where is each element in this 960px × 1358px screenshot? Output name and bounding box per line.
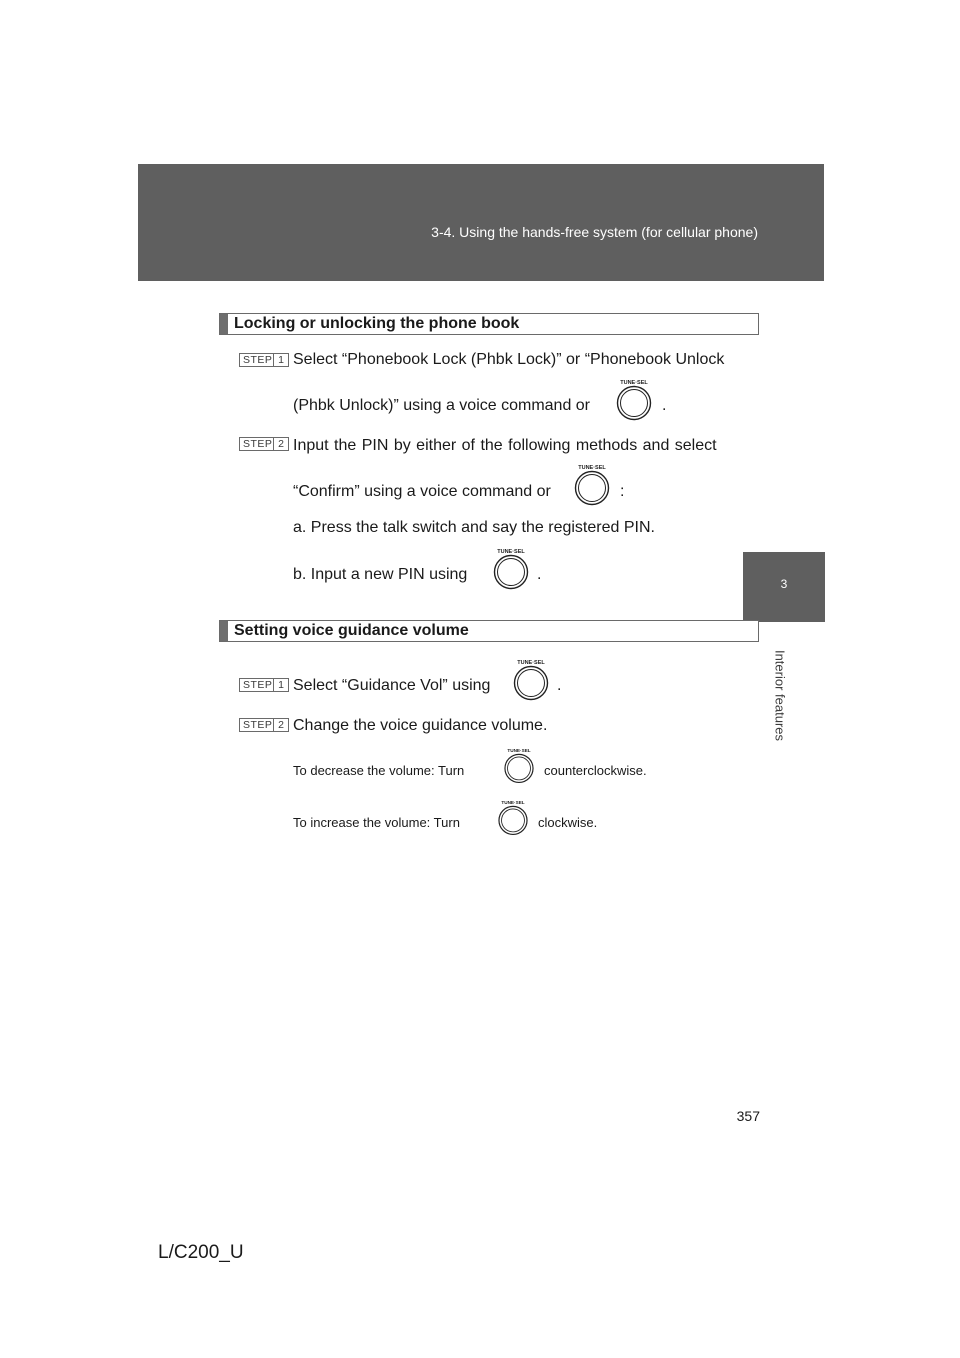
punctuation: . xyxy=(537,566,542,583)
method-b: b. Input a new PIN using xyxy=(293,566,468,583)
step-number: 1 xyxy=(273,679,288,691)
punctuation: : xyxy=(620,483,625,500)
volume-note-increase: To increase the volume: Turn xyxy=(293,815,460,830)
heading-marker xyxy=(220,621,228,641)
tune-sel-knob-icon xyxy=(496,798,530,836)
method-a: a. Press the talk switch and say the registered PIN. xyxy=(293,519,655,536)
knob-label: TUNE·SEL xyxy=(507,748,531,754)
header-band xyxy=(138,164,824,281)
tune-sel-knob-icon xyxy=(511,657,551,701)
heading-marker xyxy=(220,314,228,334)
step-badge xyxy=(239,353,289,367)
step-text-continued: (Phbk Unlock)” using a voice command or xyxy=(293,397,591,414)
section-heading-guidance-volume xyxy=(219,620,759,642)
page-number: 357 xyxy=(736,1108,760,1124)
footer-code: L/C200_U xyxy=(158,1242,244,1263)
step-badge xyxy=(239,437,289,451)
tune-sel-knob-icon xyxy=(502,746,536,784)
step-text: Change the voice guidance volume. xyxy=(293,717,548,734)
step-badge xyxy=(239,678,289,692)
step-text-continued: “Confirm” using a voice command or xyxy=(293,483,551,500)
volume-note-decrease-end: counterclockwise. xyxy=(544,763,647,778)
knob-label: TUNE·SEL xyxy=(620,380,648,386)
punctuation: . xyxy=(557,677,562,694)
step-number: 2 xyxy=(273,719,288,731)
step-number: 2 xyxy=(273,438,288,450)
section-heading-phonebook-lock xyxy=(219,313,759,335)
tune-sel-knob-icon xyxy=(491,546,531,590)
chapter-label: Interior features xyxy=(772,649,788,742)
section-title: Locking or unlocking the phone book xyxy=(234,315,520,332)
step-text: Select “Phonebook Lock (Phbk Lock)” or “Phonebook Unlock xyxy=(293,351,725,368)
step-text: Select “Guidance Vol” using xyxy=(293,677,491,694)
tune-sel-knob-icon xyxy=(572,462,612,506)
knob-label: TUNE·SEL xyxy=(578,465,606,471)
volume-note-increase-end: clockwise. xyxy=(538,815,598,830)
step-text: Input the PIN by either of the following methods and select xyxy=(293,437,717,454)
section-title: Setting voice guidance volume xyxy=(234,622,469,639)
volume-note-decrease: To decrease the volume: Turn xyxy=(293,763,465,778)
step-label: STEP xyxy=(243,679,273,691)
knob-label: TUNE·SEL xyxy=(497,549,525,555)
punctuation: . xyxy=(662,397,667,414)
tune-sel-knob-icon xyxy=(614,377,654,421)
knob-label: TUNE·SEL xyxy=(501,800,525,806)
step-label: STEP xyxy=(243,354,273,366)
step-badge xyxy=(239,718,289,732)
knob-label: TUNE·SEL xyxy=(517,660,545,666)
step-label: STEP xyxy=(243,438,273,450)
step-label: STEP xyxy=(243,719,273,731)
chapter-number: 3 xyxy=(780,577,788,591)
step-number: 1 xyxy=(273,354,288,366)
section-header-title: 3-4. Using the hands-free system (for cellular phone) xyxy=(431,224,758,240)
